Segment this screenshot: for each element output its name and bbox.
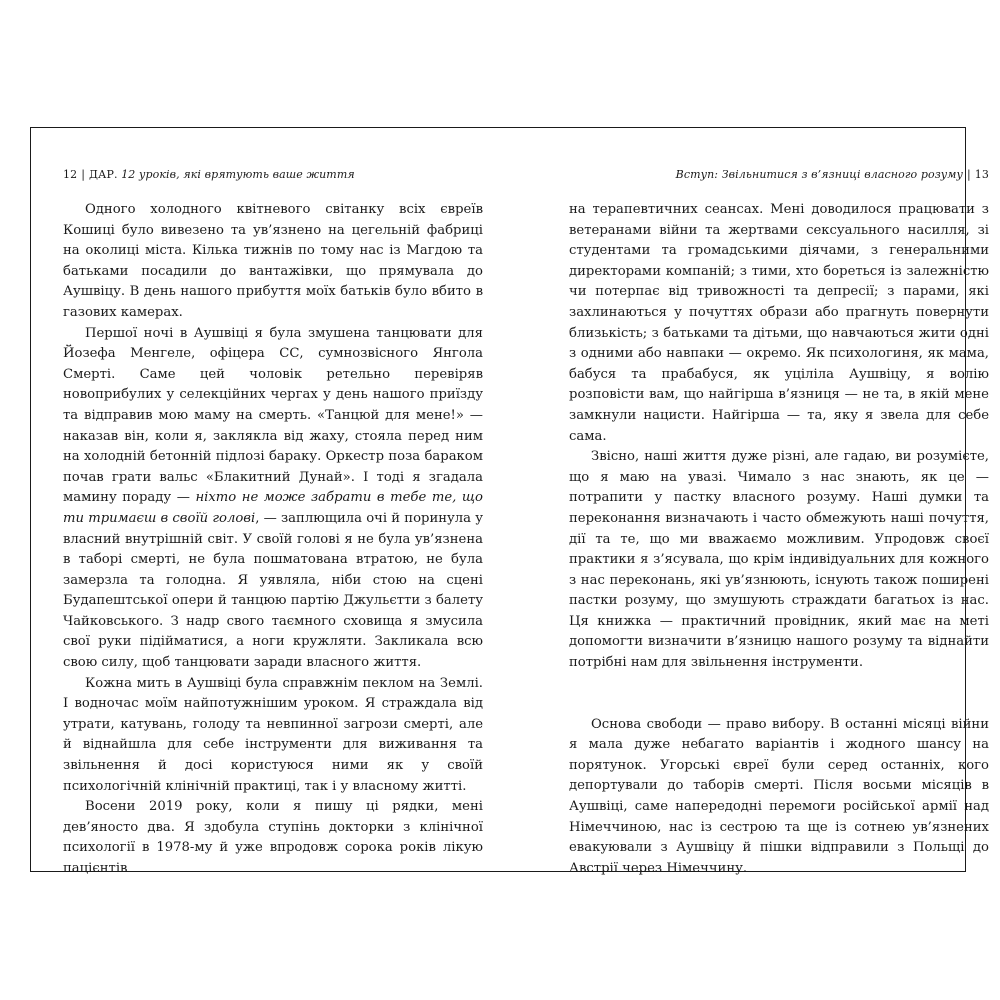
- italic-quote: ніхто не може забрати в тебе те, що ти тримаєш в своїй голові: [63, 490, 483, 526]
- left-page-number: 12: [63, 168, 78, 181]
- right-page-number: 13: [974, 168, 989, 181]
- paragraph: Першої ночі в Аушвіці я була змушена танцювати для Йозефа Менгеле, офіцера СС, сумнозвісного Янгола Смерті. Саме цей чоловік ретельно перевіряв новоприбулих у селекційних чергах у день нашого приїзду та відправив мою маму на смерть. «Танцюй для мене!» — наказав він, коли я, заклякла від жаху, стояла перед ним на холодній бетонній підлозі бараку. Оркестр поза бараком почав грати вальс «Блакитний Дунай». І тоді я згадала мамину пораду — ніхто не може забрати в тебе те, що ти тримаєш в своїй голові, — заплющила очі й поринула у власний внутрішній світ. У своїй голові я не була ув’язнена в таборі смерті, не була пошматована втратою, не була замерзла та голодна. Я уявляла, ніби стою на сцені Будапештської опери й танцюю партію Джульєтти з балету Чайковського. З надр свого таємного сховища я змусила свої руки підійматися, а ноги кружляти. Закликала всю свою силу, щоб танцювати заради власного життя.: [63, 325, 483, 671]
- paragraph: Кожна мить в Аушвіці була справжнім пеклом на Землі. І водночас моїм найпотужнішим уроком. Я страждала від утрати, катувань, голоду та невпинної загрози смерті, але й віднайшла для себе інструменти для виживання та звільнення й досі користуюся ними як у своїй психологічній клінічній практиці, так і у власному житті.: [63, 675, 483, 794]
- book-spread: [30, 127, 989, 876]
- chapter-title: Вступ: Звільнитися з в’язниці власного розуму: [675, 168, 963, 181]
- paragraph: Одного холодного квітневого світанку всіх євреїв Кошиці було вивезено та ув’язнено на цегельній фабриці на околиці міста. Кілька тижнів по тому нас із Магдою та батьками посадили до вантажівки, що прямувала до Аушвіцу. В день нашого прибуття моїх батьків було вбито в газових камерах.: [63, 202, 483, 320]
- running-head-separator: |: [966, 168, 971, 181]
- book-subtitle: 12 уроків, які врятують ваше життя: [121, 168, 355, 181]
- paragraph: на терапевтичних сеансах. Мені доводилося працювати з ветеранами війни та жертвами сексуального насилля, зі студентами та громадськими діячами, з генеральними директорами компаній; з тими, хто бореться із залежністю чи потерпає від тривожності та депресії; з парами, які захлинаються у почуттях образи або прагнуть повернути близькість; з батьками та дітьми, що навчаються жити одні з одними або навпаки — окремо. Як психологиня, як мама, бабуся та прабабуся, як уціліла Аушвіцу, я волію розповісти вам, що найгірша в’язниця — не та, в якій мене замкнули нацисти. Найгірша — та, яку я звела для себе сама.: [569, 202, 989, 444]
- paragraph: Звісно, наші життя дуже різні, але гадаю, ви розумієте, що я маю на увазі. Чимало з нас знають, як це — потрапити у пастку власного розуму. Наші думки та переконання визначають і часто обмежують наші почуття, дії та те, що ми вважаємо можливим. Упродовж своєї практики я з’ясувала, що крім індивідуальних для кожного з нас переконань, які ув’язнюють, існують також поширені пастки розуму, що змушують страждати багатьох із нас. Ця книжка — практичний провідник, який має на меті допомогти визначити в’язницю нашого розуму та віднайти потрібні нам для звільнення інструменти.: [569, 449, 989, 671]
- running-head-separator: |: [81, 168, 86, 181]
- right-page-text: [569, 200, 989, 879]
- left-running-head: [63, 168, 483, 181]
- paragraph: Восени 2019 року, коли я пишу ці рядки, мені дев’яносто два. Я здобула ступінь докторки з клінічної психології в 1978-му й уже впродовж сорока років лікую пацієнтів: [63, 799, 483, 876]
- left-page-text: [63, 200, 483, 880]
- book-title: ДАР.: [89, 168, 118, 181]
- right-running-head: [569, 168, 989, 181]
- paragraph: Основа свободи — право вибору. В останні місяці війни я мала дуже небагато варіантів і жодного шансу на порятунок. Угорські євреї були серед останніх, кого депортували до таборів смерті. Після восьми місяців в Аушвіці, саме напередодні перемоги російської армії над Німеччиною, нас із сестрою та ще із сотнею ув’язнених евакуювали з Аушвіцу й пішки відправили з Польщі до Австрії через Німеччину.: [569, 716, 989, 876]
